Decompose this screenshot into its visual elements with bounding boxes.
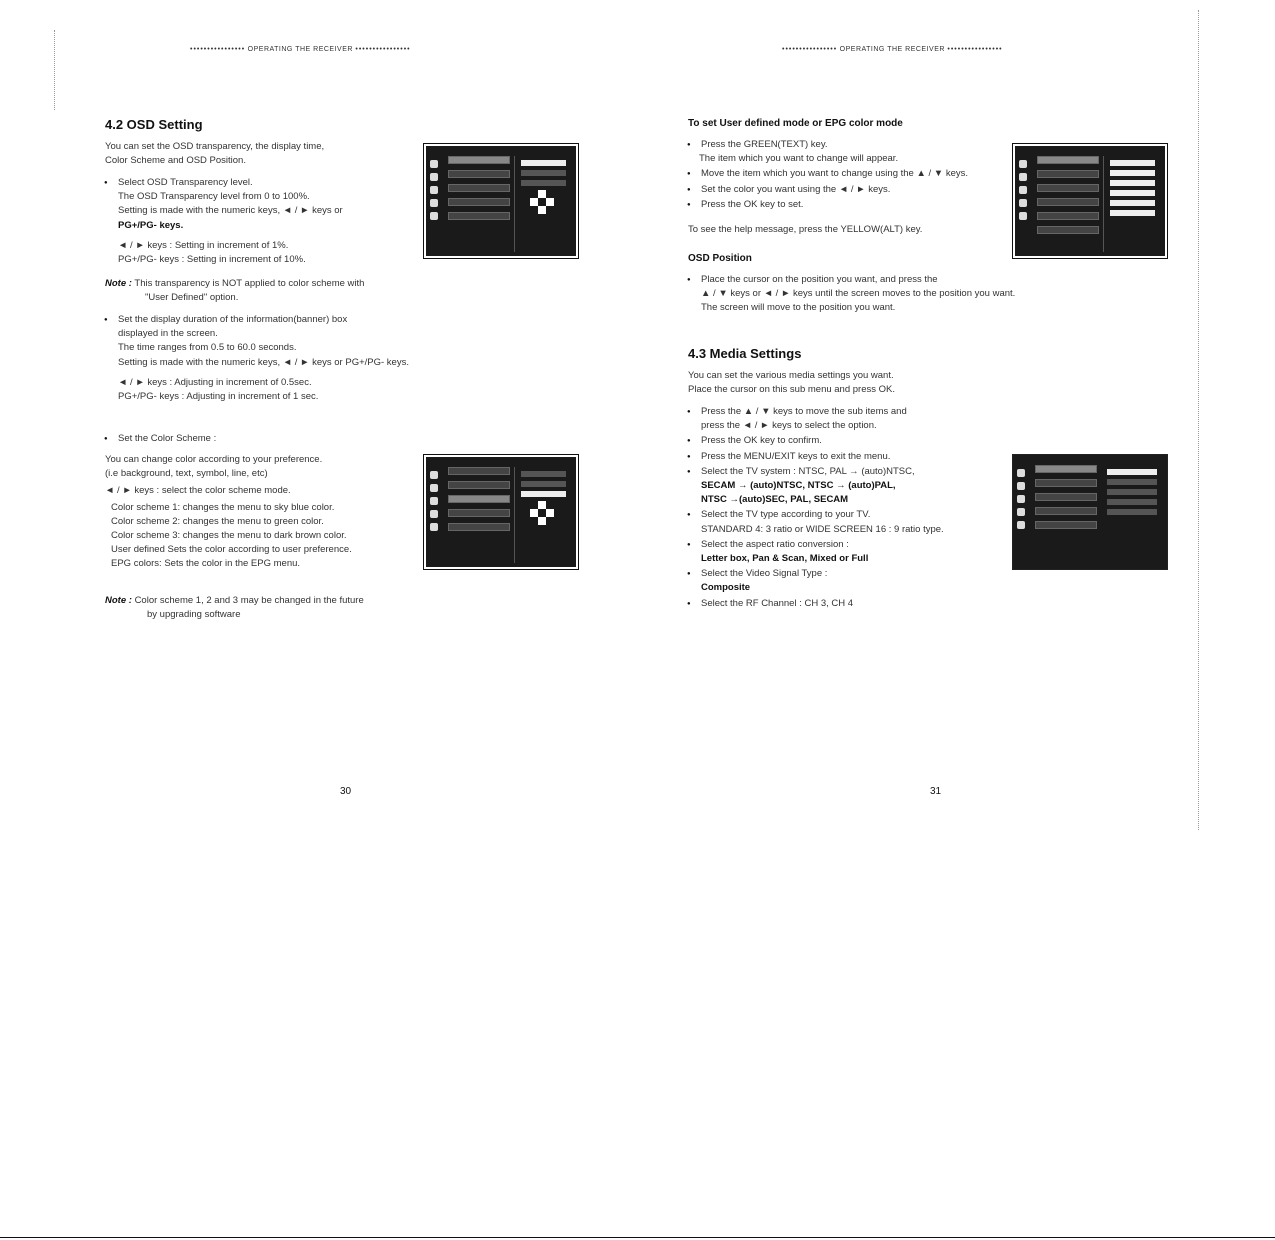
header-text: OPERATING THE RECEIVER xyxy=(839,46,945,53)
media-bullets: ● Press the ▲ / ▼ keys to move the sub items and press the ◄ / ► keys to select the option. ● Press the OK key to confirm. ● Press the MENU/EXIT keys to exit the menu. ● Select the TV system : NTSC, PAL → (auto)NTSC, SECAM → (auto)NTSC, NTSC → (auto)PAL, NTSC →(auto)SEC, PAL, SECAM ● Select the TV type according to your TV. STANDARD 4: 3 ratio or WIDE SCREEN 16 : 9 ratio type. ● Select the aspect ratio conversion : Letter box, Pan & Scan, Mixed or Full ● Select the Video Signal Type : Composite ● Select the RF Channel : CH 3, CH 4 xyxy=(686,405,1016,612)
media-settings-screenshot xyxy=(1012,454,1168,570)
scan-edge-right xyxy=(1198,10,1199,830)
osd-color-scheme-screenshot xyxy=(423,454,579,570)
transparency-bullet: ● Select OSD Transparency level. The OSD Transparency level from 0 to 100%. Setting is made with the numeric keys, ◄ / ► keys or PG+/PG- keys. ◄ / ► keys : Setting in increment of 1%. PG+/PG- keys : Setting in increment of 10%. xyxy=(103,176,413,268)
menu-icon-column xyxy=(1019,160,1030,220)
note-transparency: Note : This transparency is NOT applied to color scheme with "User Defined" option. xyxy=(105,278,365,304)
color-scheme-text: You can change color according to your preference. (i.e background, text, symbol, line, etc) ◄ / ► keys : select the color scheme mode. Color scheme 1: changes the menu to sky blue color. Color scheme 2: changes the menu to green color. Color scheme 3: changes the menu to dark brown color. User defined Sets the color according to user preference. EPG colors: Sets the color in the EPG menu. xyxy=(105,453,425,572)
menu-item-column xyxy=(1035,465,1097,535)
section-title: 4.2 OSD Setting xyxy=(105,117,203,132)
user-defined-color-screenshot xyxy=(1012,143,1168,259)
bottom-border xyxy=(0,1237,1275,1238)
menu-item-column xyxy=(448,156,510,226)
menu-item-column xyxy=(1037,156,1099,240)
display-duration-bullet: ● Set the display duration of the information(banner) box displayed in the screen. The time ranges from 0.5 to 60.0 seconds. Setting is made with the numeric keys, ◄ / ► keys or PG+/PG- keys. ◄ / ► keys : Adjusting in increment of 0.5sec. PG+/PG- keys : Adjusting in increment of 1 sec. xyxy=(103,313,473,405)
menu-icon-column xyxy=(1017,469,1028,529)
user-defined-title: To set User defined mode or EPG color mode xyxy=(688,118,903,129)
osd-position-bullet: ● Place the cursor on the position you want, and press the ▲ / ▼ keys or ◄ / ► keys until the screen moves to the position you want. The screen will move to the position you want. xyxy=(686,273,1106,317)
color-scheme-bullet: ● Set the Color Scheme : xyxy=(103,432,423,447)
header-text: OPERATING THE RECEIVER xyxy=(247,46,353,53)
dpad-icon xyxy=(530,190,554,214)
menu-icon-column xyxy=(430,160,441,220)
media-intro-text: You can set the various media settings you want. Place the cursor on this sub menu and press OK. xyxy=(688,370,895,396)
media-settings-title: 4.3 Media Settings xyxy=(688,346,802,361)
color-scheme-list: Color scheme 1: changes the menu to sky blue color. Color scheme 2: changes the menu to green color. Color scheme 3: changes the menu to dark brown color. User defined Sets the color according to user preference. EPG colors: Sets the color in the EPG menu. xyxy=(111,501,352,570)
page-number: 30 xyxy=(340,786,352,797)
note-color-scheme: Note : Color scheme 1, 2 and 3 may be changed in the future by upgrading software xyxy=(105,595,364,621)
scan-edge-left xyxy=(54,30,55,110)
osd-position-title: OSD Position xyxy=(688,253,752,264)
help-message-text: To see the help message, press the YELLOW(ALT) key. xyxy=(688,224,923,235)
osd-transparency-screenshot xyxy=(423,143,579,259)
menu-value-column xyxy=(1101,465,1163,565)
color-swatch-column xyxy=(1103,156,1161,252)
dpad-icon xyxy=(530,501,554,525)
page-header: •••••••••••••••• OPERATING THE RECEIVER •••••••••••••••• xyxy=(190,46,411,53)
page-header: •••••••••••••••• OPERATING THE RECEIVER •••••••••••••••• xyxy=(782,46,1003,53)
menu-item-column xyxy=(448,467,510,537)
page-number: 31 xyxy=(930,786,942,797)
user-defined-bullets: ● Press the GREEN(TEXT) key. The item which you want to change will appear. ● Move the item which you want to change using the ▲ / ▼ keys. ● Set the color you want using the ◄ / ► keys. ● Press the OK key to set. xyxy=(686,138,1016,213)
menu-icon-column xyxy=(430,471,441,531)
right-page xyxy=(640,0,1275,1240)
intro-text: You can set the OSD transparency, the display time, Color Scheme and OSD Position. xyxy=(105,141,325,167)
